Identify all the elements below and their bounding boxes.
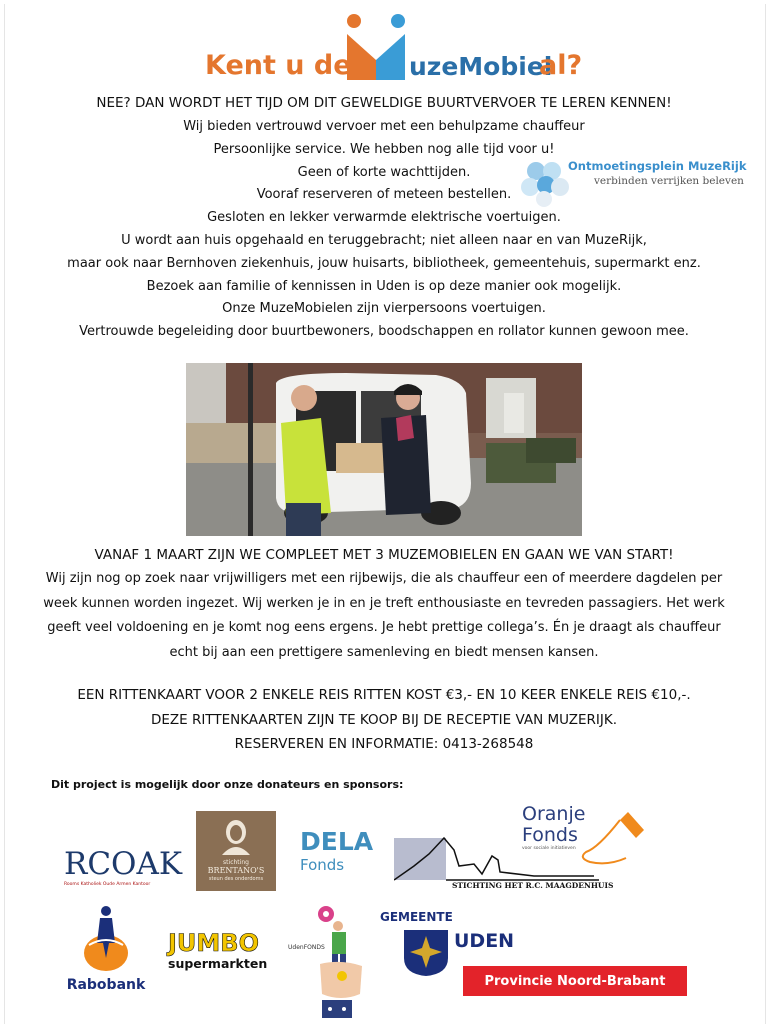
provincie-name: Provincie Noord-Brabant xyxy=(484,973,666,989)
pricing-line-3: RESERVEREN EN INFORMATIE: 0413-268548 xyxy=(234,736,534,752)
intro-line-1: Wij bieden vertrouwd vervoer met een behulpzame chauffeur xyxy=(183,119,585,134)
gemeente-line2: UDEN xyxy=(454,930,515,952)
brentano-portrait-icon xyxy=(216,817,256,855)
jumbo-logo xyxy=(168,930,280,980)
dela-logo xyxy=(300,828,380,878)
uden-crest-icon xyxy=(402,928,450,978)
oranje-line2: Fonds xyxy=(522,824,578,846)
logo-figure-left xyxy=(347,14,361,28)
pricing-lines xyxy=(0,683,768,757)
start-line-3: geeft veel voldoening en je komt nog eens ergens. Je hebt prettige collega’s. Én je draagt als chauffeur xyxy=(47,620,721,635)
intro-line-9: Onze MuzeMobielen zijn vierpersoons voertuigen. xyxy=(222,301,546,317)
muzerijk-tagline: verbinden verrijken beleven xyxy=(594,175,744,187)
udenfonds-figure-icon xyxy=(316,904,366,1020)
intro-headline: NEE? DAN WORDT HET TIJD OM DIT GEWELDIGE BUURTVERVOER TE LEREN KENNEN! xyxy=(96,95,672,111)
intro-line-2: Persoonlijke service. We hebben nog alle tijd voor u! xyxy=(213,141,555,157)
oranje-sub: voor sociale initiatieven xyxy=(522,846,576,851)
rabobank-name: Rabobank xyxy=(66,977,146,993)
udenfonds-name: UdenFONDS xyxy=(288,944,325,951)
oranje-line1: Oranje xyxy=(522,803,586,825)
start-line-4: echt bij aan een prettigere samenleving en biedt mensen kansen. xyxy=(169,644,599,660)
brentano-logo xyxy=(196,811,276,891)
intro-line-8: Bezoek aan familie of kennissen in Uden is op deze manier ook mogelijk. xyxy=(146,278,622,294)
intro-line-6: U wordt aan huis opgehaald en teruggebracht; niet alleen naar en van MuzeRijk, xyxy=(121,232,647,248)
logo-figure-right xyxy=(391,14,405,28)
gemeente-line1: GEMEENTE xyxy=(380,910,453,924)
sponsors-intro: Dit project is mogelijk door onze donateurs en sponsors: xyxy=(51,778,404,791)
title-part2: uzeMobiel xyxy=(409,52,553,81)
udenfonds-logo xyxy=(288,904,368,1020)
title-part1: Kent u de xyxy=(205,50,352,81)
intro-line-3: Geen of korte wachttijden. xyxy=(297,164,471,180)
intro-line-10: Vertrouwde begeleiding door buurtbewoners, boodschappen en rollator kunnen gewoon mee. xyxy=(79,324,689,340)
intro-lines xyxy=(0,116,768,344)
pricing-line-1: EEN RITTENKAART VOOR 2 ENKELE REIS RITTEN KOST €3,- EN 10 KEER ENKELE REIS €10,-. xyxy=(77,687,691,703)
title-part3: al? xyxy=(539,50,583,81)
jumbo-line2: supermarkten xyxy=(168,956,268,971)
maagdenhuis-name: STICHTING HET R.C. MAAGDENHUIS xyxy=(452,881,614,890)
start-headline: VANAF 1 MAART ZIJN WE COMPLEET MET 3 MUZEMOBIELEN EN GAAN WE VAN START! xyxy=(94,547,674,563)
dela-name: DELA xyxy=(300,827,374,856)
start-line-2: week kunnen worden ingezet. Wij werken je in en je treft enthousiaste en tevreden passagiers. Het werk xyxy=(43,595,725,611)
provincie-logo xyxy=(463,966,687,996)
intro-line-7: maar ook naar Bernhoven ziekenhuis, jouw huisarts, bibliotheek, gemeentehuis, supermarkt enz. xyxy=(67,255,701,271)
start-lines xyxy=(0,567,768,665)
intro-line-4: Vooraf reserveren of meteen bestellen. xyxy=(256,187,512,203)
brentano-line1: stichting xyxy=(223,859,249,866)
start-line-1: Wij zijn nog op zoek naar vrijwilligers met een rijbewijs, die als chauffeur een of meerdere dagdelen per xyxy=(45,571,723,586)
jumbo-line1: JUMBO xyxy=(168,929,259,957)
rcoak-logo xyxy=(64,846,183,890)
logo-m-block xyxy=(345,30,407,82)
brentano-line3: steun des onderdoms xyxy=(208,876,264,882)
rabobank-icon xyxy=(81,903,131,973)
rabobank-logo xyxy=(66,903,146,995)
muzerijk-name: Ontmoetingsplein MuzeRijk xyxy=(568,159,747,173)
dela-sub: Fonds xyxy=(300,856,345,874)
muzerijk-drops-icon xyxy=(516,157,574,207)
brentano-line2: BRENTANO'S xyxy=(207,866,265,875)
muzerijk-logo xyxy=(516,157,746,207)
oranje-fonds-logo xyxy=(522,804,648,876)
rcoak-sub: Rooms Katholiek Oude Armen Kantoor xyxy=(64,882,151,887)
oranje-kite-icon xyxy=(578,808,648,870)
intro-line-5: Gesloten en lekker verwarmde elektrische voertuigen. xyxy=(207,210,561,226)
rcoak-name: RCOAK xyxy=(64,846,183,882)
pricing-line-2: DEZE RITTENKAARTEN ZIJN TE KOOP BIJ DE RECEPTIE VAN MUZERIJK. xyxy=(150,711,618,728)
muzemobiel-photo xyxy=(186,363,582,536)
